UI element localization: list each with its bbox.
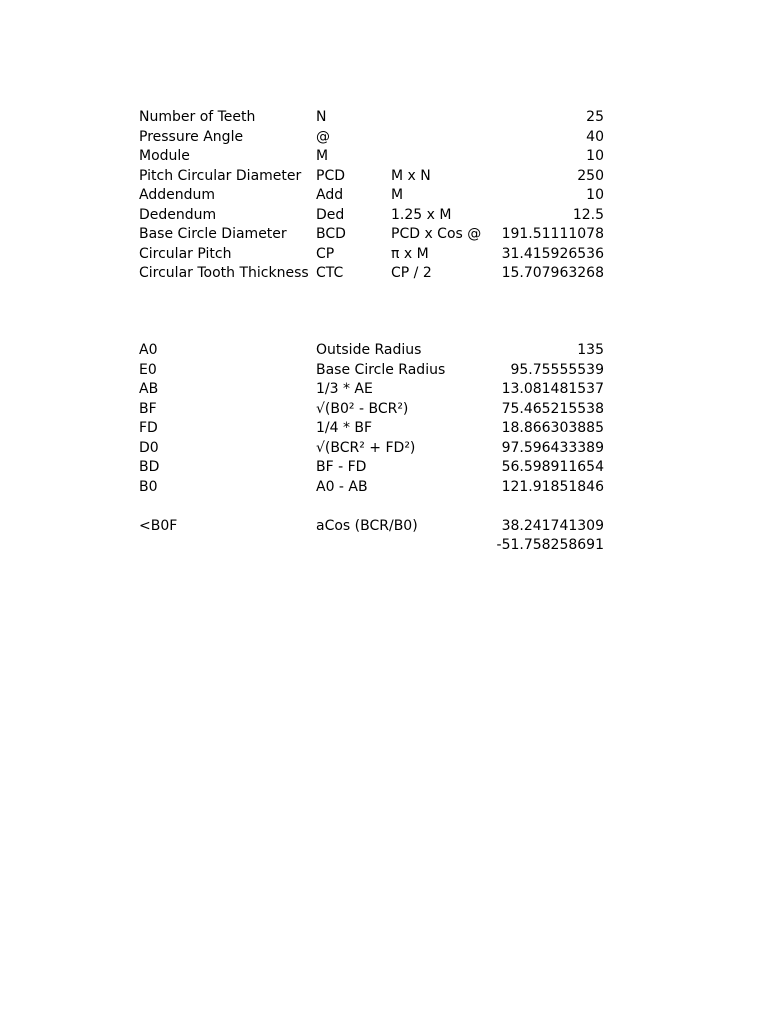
- param-name: Pitch Circular Diameter: [139, 167, 302, 184]
- geom-value: 13.081481537: [501, 381, 604, 397]
- row-e0: [139, 361, 604, 381]
- geom-formula: 1/3 * AE: [316, 381, 373, 397]
- param-formula: CP / 2: [391, 265, 432, 281]
- row-angle-complement: [139, 536, 604, 556]
- param-value: 10: [586, 187, 604, 203]
- geom-label: B0: [139, 478, 158, 495]
- row-dedendum: [139, 206, 604, 226]
- row-b0: [139, 478, 604, 498]
- geom-value: 18.866303885: [501, 420, 604, 436]
- row-circular-tooth-thickness: [139, 264, 604, 284]
- param-name: Circular Pitch: [139, 245, 232, 262]
- row-fd: [139, 419, 604, 439]
- geom-formula: √(B0² - BCR²): [316, 400, 409, 417]
- angle-complement-value: -51.758258691: [496, 537, 604, 553]
- geom-label: BF: [139, 400, 157, 417]
- geom-value: 135: [577, 342, 604, 358]
- geom-formula: 1/4 * BF: [316, 420, 373, 436]
- geom-formula: Outside Radius: [316, 342, 422, 358]
- row-number-of-teeth: [139, 108, 604, 128]
- geom-formula: A0 - AB: [316, 478, 368, 495]
- geom-label: E0: [139, 361, 157, 378]
- param-value: 250: [577, 167, 604, 184]
- row-angle-b0f: [139, 517, 604, 537]
- param-symbol: PCD: [316, 167, 345, 184]
- param-value: 10: [586, 148, 604, 164]
- param-name: Pressure Angle: [139, 128, 244, 145]
- geom-value: 75.465215538: [501, 400, 604, 417]
- blank-row: [139, 497, 604, 517]
- param-formula: PCD x Cos @: [391, 226, 482, 242]
- param-name: Addendum: [139, 187, 215, 203]
- row-addendum: [139, 186, 604, 206]
- param-name: Dedendum: [139, 206, 217, 223]
- param-symbol: M: [316, 148, 329, 164]
- row-pitch-circular-diameter: [139, 167, 604, 187]
- angle-formula: aCos (BCR/B0): [316, 517, 418, 534]
- row-base-circle-diameter: [139, 225, 604, 245]
- geom-value: 56.598911654: [501, 459, 604, 475]
- geometry-table: [139, 341, 604, 556]
- param-formula: M: [391, 187, 404, 203]
- geom-label: A0: [139, 342, 158, 358]
- param-name: Number of Teeth: [139, 109, 256, 125]
- angle-value: 38.241741309: [501, 517, 604, 534]
- row-bd: [139, 458, 604, 478]
- param-formula: π x M: [391, 245, 429, 262]
- row-a0: [139, 341, 604, 361]
- row-module: [139, 147, 604, 167]
- row-bf: [139, 400, 604, 420]
- geom-formula: √(BCR² + FD²): [316, 439, 416, 456]
- param-value: 31.415926536: [501, 245, 604, 262]
- geom-label: D0: [139, 439, 159, 456]
- row-circular-pitch: [139, 245, 604, 265]
- param-value: 12.5: [572, 206, 604, 223]
- param-symbol: CP: [316, 245, 335, 262]
- param-value: 15.707963268: [501, 265, 604, 281]
- row-pressure-angle: [139, 128, 604, 148]
- param-symbol: Add: [316, 187, 344, 203]
- geom-label: AB: [139, 381, 159, 397]
- geom-value: 95.75555539: [510, 361, 604, 378]
- param-name: Base Circle Diameter: [139, 226, 287, 242]
- param-value: 40: [586, 128, 604, 145]
- param-symbol: BCD: [316, 226, 346, 242]
- param-formula: 1.25 x M: [391, 206, 452, 223]
- geom-label: BD: [139, 459, 160, 475]
- geom-label: FD: [139, 420, 158, 436]
- param-value: 191.51111078: [501, 226, 604, 242]
- geom-formula: BF - FD: [316, 459, 367, 475]
- angle-label: <B0F: [139, 517, 178, 534]
- param-symbol: Ded: [316, 206, 345, 223]
- row-ab: [139, 380, 604, 400]
- geom-value: 97.596433389: [501, 439, 604, 456]
- row-d0: [139, 439, 604, 459]
- geom-value: 121.91851846: [501, 478, 604, 495]
- param-name: Module: [139, 148, 190, 164]
- gear-parameters-table: [139, 108, 604, 284]
- param-symbol: N: [316, 109, 327, 125]
- geom-formula: Base Circle Radius: [316, 361, 446, 378]
- param-symbol: @: [316, 128, 330, 145]
- param-symbol: CTC: [316, 265, 344, 281]
- param-value: 25: [586, 109, 604, 125]
- param-name: Circular Tooth Thickness: [139, 265, 309, 281]
- param-formula: M x N: [391, 167, 431, 184]
